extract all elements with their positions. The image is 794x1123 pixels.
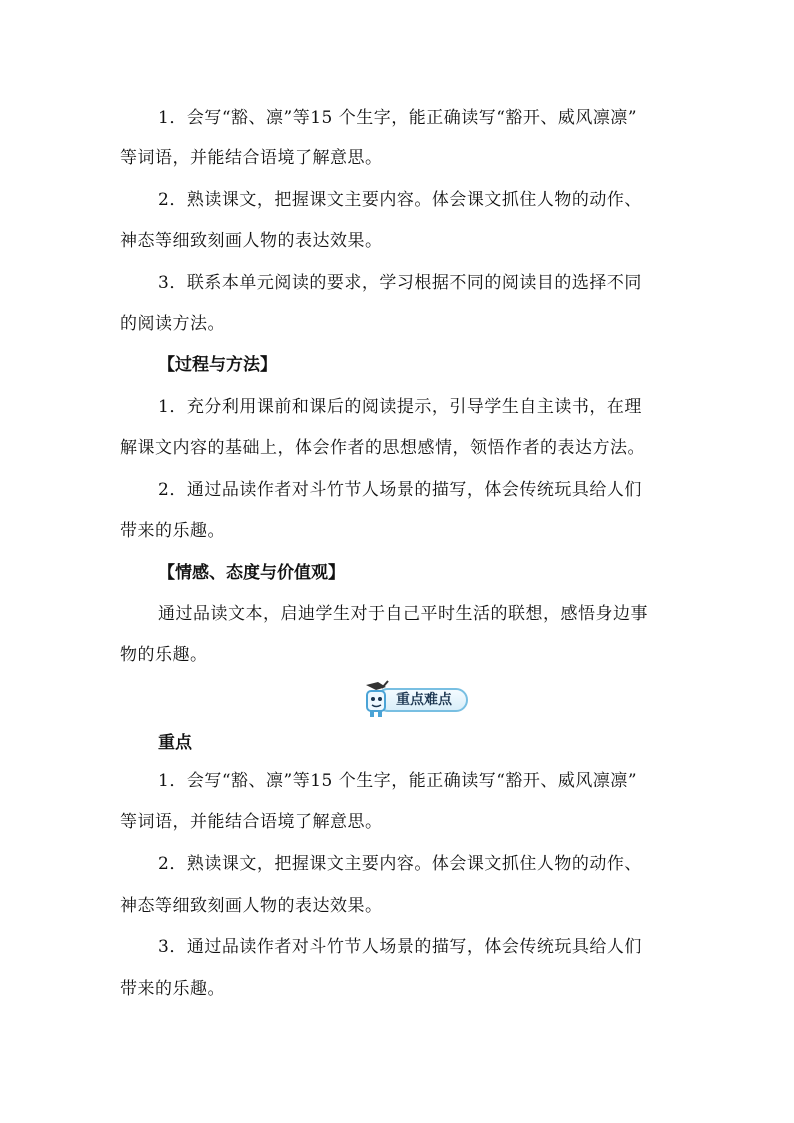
key-3-line-2: 带来的乐趣。 xyxy=(120,979,225,999)
key-3-line-1: 3．通过品读作者对斗竹节人场景的描写，体会传统玩具给人们 xyxy=(158,937,642,957)
key-points-heading: 重点 xyxy=(158,733,192,753)
emotion-values-heading: 【情感、态度与价值观】 xyxy=(158,563,345,583)
badge-label: 重点难点 xyxy=(396,692,452,708)
objective-2-line-1: 2．熟读课文，把握课文主要内容。体会课文抓住人物的动作、 xyxy=(158,190,642,210)
objective-2-line-2: 神态等细致刻画人物的表达效果。 xyxy=(120,231,383,251)
emotion-line-2: 物的乐趣。 xyxy=(120,645,208,665)
objective-3-line-1: 3．联系本单元阅读的要求，学习根据不同的阅读目的选择不同 xyxy=(158,273,642,293)
objective-1-line-2: 等词语，并能结合语境了解意思。 xyxy=(120,148,383,168)
emotion-line-1: 通过品读文本，启迪学生对于自己平时生活的联想，感悟身边事 xyxy=(158,604,648,624)
key-1-line-2: 等词语，并能结合语境了解意思。 xyxy=(120,812,383,832)
objective-3-line-2: 的阅读方法。 xyxy=(120,314,225,334)
key-2-line-2: 神态等细致刻画人物的表达效果。 xyxy=(120,896,383,916)
process-methods-heading: 【过程与方法】 xyxy=(158,355,277,375)
mascot-icon xyxy=(358,679,392,719)
key-2-line-1: 2．熟读课文，把握课文主要内容。体会课文抓住人物的动作、 xyxy=(158,854,642,874)
key-difficult-points-badge xyxy=(356,679,474,719)
objective-1-line-1: 1．会写“豁、凛”等15 个生字，能正确读写“豁开、威风凛凛” xyxy=(158,108,638,128)
process-2-line-1: 2．通过品读作者对斗竹节人场景的描写，体会传统玩具给人们 xyxy=(158,480,642,500)
process-1-line-1: 1．充分利用课前和课后的阅读提示，引导学生自主读书，在理 xyxy=(158,397,642,417)
process-1-line-2: 解课文内容的基础上，体会作者的思想感情，领悟作者的表达方法。 xyxy=(120,438,645,458)
process-2-line-2: 带来的乐趣。 xyxy=(120,521,225,541)
key-1-line-1: 1．会写“豁、凛”等15 个生字，能正确读写“豁开、威风凛凛” xyxy=(158,771,638,791)
